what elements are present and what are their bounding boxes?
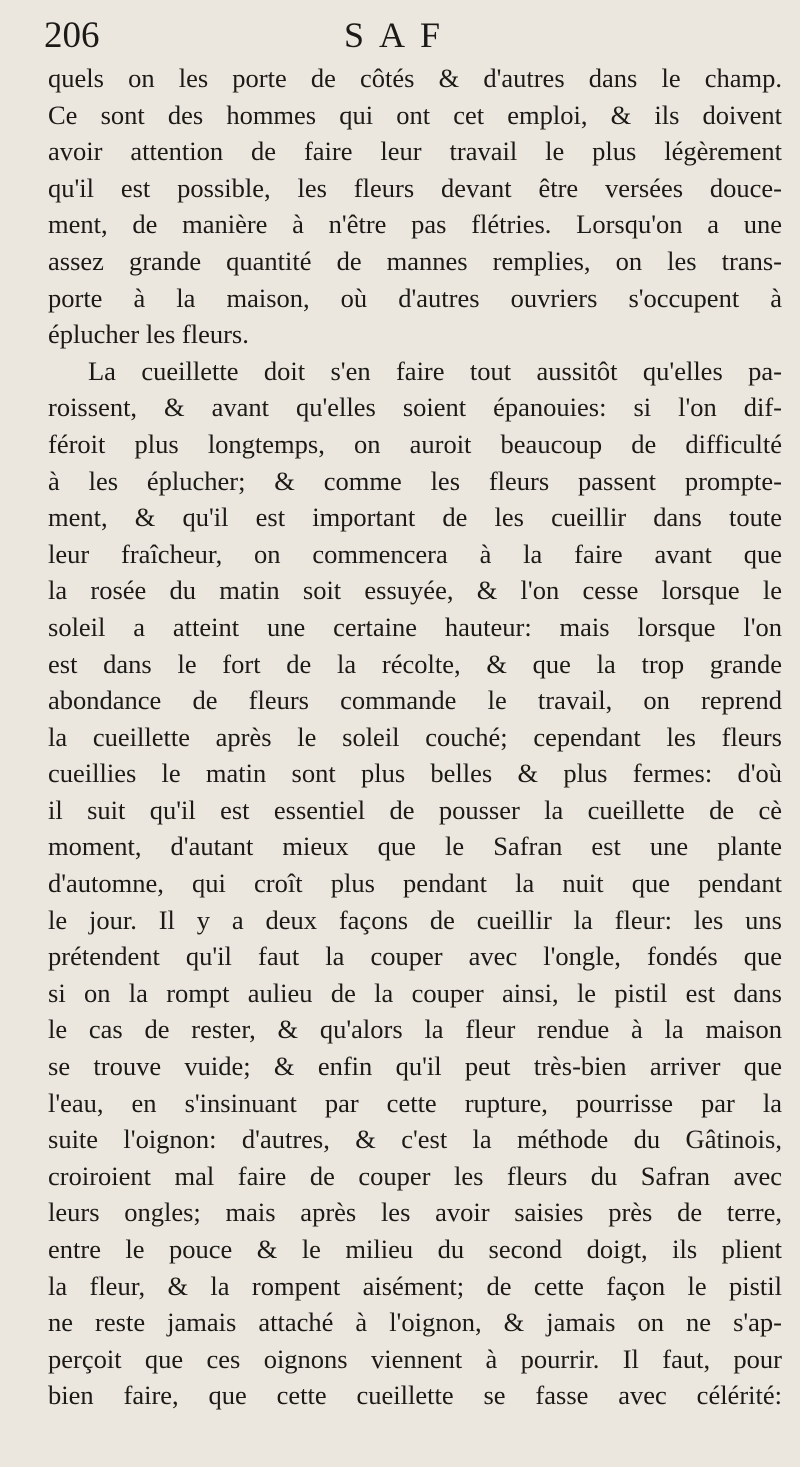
text-line: qu'il est possible, les fleurs devant être versées douce-: [48, 172, 782, 203]
text-line: roissent, & avant qu'elles soient épanouies: si l'on dif-: [48, 392, 782, 423]
text-line: prétendent qu'il faut la couper avec l'ongle, fondés que: [48, 941, 782, 972]
text-line: abondance de fleurs commande le travail, on reprend: [48, 685, 782, 716]
text-line: le jour. Il y a deux façons de cueillir la fleur: les uns: [48, 904, 782, 935]
text-line: assez grande quantité de mannes remplies, on les trans-: [48, 245, 782, 276]
text-line: quels on les porte de côtés & d'autres dans le champ.: [48, 63, 782, 93]
text-line: d'automne, qui croît plus pendant la nuit que pendant: [48, 868, 782, 899]
page-number: 206: [44, 15, 100, 56]
text-line: l'eau, en s'insinuant par cette rupture, pourrisse par la: [48, 1087, 782, 1118]
text-line: porte à la maison, où d'autres ouvriers s'occupent à: [48, 282, 782, 313]
page-header: [0, 14, 800, 62]
text-line: Ce sont des hommes qui ont cet emploi, & ils doivent: [48, 99, 782, 130]
text-line: bien faire, que cette cueillette se fasse avec célérité:: [48, 1380, 782, 1411]
text-line: féroit plus longtemps, on auroit beaucoup de difficulté: [48, 428, 782, 459]
text-line: perçoit que ces oignons viennent à pourrir. Il faut, pour: [48, 1343, 782, 1374]
text-line: suite l'oignon: d'autres, & c'est la méthode du Gâtinois,: [48, 1124, 782, 1155]
text-line: la rosée du matin soit essuyée, & l'on cesse lorsque le: [48, 575, 782, 606]
paragraph-2: [48, 353, 782, 1414]
text-line: se trouve vuide; & enfin qu'il peut très-bien arriver que: [48, 1051, 782, 1082]
text-line: avoir attention de faire leur travail le plus légèrement: [48, 136, 782, 167]
text-line: leurs ongles; mais après les avoir saisies près de terre,: [48, 1197, 782, 1228]
text-line: soleil a atteint une certaine hauteur: mais lorsque l'on: [48, 611, 782, 642]
running-head: SAF: [344, 15, 456, 55]
text-line: La cueillette doit s'en faire tout aussitôt qu'elles pa-: [88, 355, 782, 386]
paragraph-1: [48, 60, 782, 353]
text-line: éplucher les fleurs.: [48, 319, 249, 350]
text-line: ne reste jamais attaché à l'oignon, & jamais on ne s'ap-: [48, 1307, 782, 1338]
text-line: il suit qu'il est essentiel de pousser la cueillette de cè: [48, 794, 782, 825]
text-line: moment, d'autant mieux que le Safran est une plante: [48, 831, 782, 862]
text-line: le cas de rester, & qu'alors la fleur rendue à la maison: [48, 1014, 782, 1045]
text-line: est dans le fort de la récolte, & que la trop grande: [48, 648, 782, 679]
text-line: ment, & qu'il est important de les cueillir dans toute: [48, 502, 782, 533]
text-line: la cueillette après le soleil couché; cependant les fleurs: [48, 721, 782, 752]
text-line: croiroient mal faire de couper les fleurs du Safran avec: [48, 1160, 782, 1191]
text-line: si on la rompt aulieu de la couper ainsi, le pistil est dans: [48, 977, 782, 1008]
text-line: la fleur, & la rompent aisément; de cette façon le pistil: [48, 1270, 782, 1301]
text-line: leur fraîcheur, on commencera à la faire avant que: [48, 538, 782, 569]
text-line: à les éplucher; & comme les fleurs passent prompte-: [48, 465, 782, 496]
text-line: ment, de manière à n'être pas flétries. Lorsqu'on a une: [48, 209, 782, 240]
text-line: entre le pouce & le milieu du second doigt, ils plient: [48, 1234, 782, 1264]
text-line: cueillies le matin sont plus belles & plus fermes: d'où: [48, 758, 782, 789]
body-text: [48, 60, 782, 1414]
